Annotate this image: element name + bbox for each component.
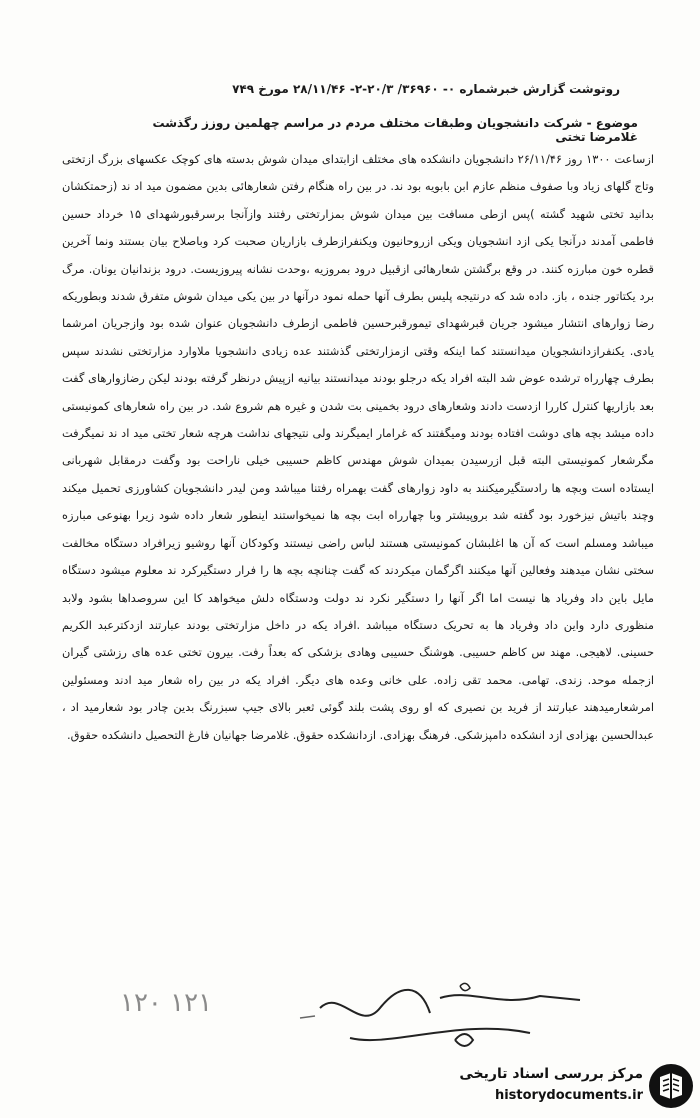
archive-watermark: [459, 1062, 695, 1114]
faded-number-annotation: ۱۲۰ ۱۲۱: [120, 988, 213, 1018]
handwritten-signature: [280, 978, 610, 1058]
archive-title: مرکز بررسی اسناد تاریخی: [459, 1066, 643, 1082]
report-body: [62, 146, 654, 749]
archive-logo-icon: [647, 1062, 695, 1110]
report-paragraph: ازساعت ۱۳۰۰ روز ۲۶/۱۱/۴۶ دانشجویان دانشکده های مختلف ازابتدای میدان شوش بدسته های کوچک عکسهای بزرگ ازتختی وتاج گلهای زیاد وبا صفوف منظم عازم ابن بابویه بود ند. در بین راه هنگام رفتن شعارهائی بدین مضمون مید اد ند (زحمتکشان بدانید تختی شهید گشته )پس ازطی مسافت بین میدان شوش بمزارتختی رفتند وازآنجا برسرقبورشهدای ۱۵ خرداد حسین فاطمی آمدند درآنجا یکی ازد انشجویان ویکی ازروحانیون ویکنفرازطرف بازاریان صحبت کرد وباصلاح بیان بستند ونما آخرین قطره خون مبارزه کنند. در وقع برگشتن شعارهائی ازقبیل درود بمروزیه ،وحدت نشانه پیروزیست. درود بزندانیان یونان. مرگ برد یکتاتور جنده ، باز. داده شد که درنتیجه پلیس بطرف آنها حمله نمود درآنها در بین یکی میدان شوش متفرق شدند وبطوریکه رضا زوارهای انتشار میشود جریان قبرشهدای تیمورقبرحسین فاطمی ازطرف دانشجویان عنوان شده بود وازجریان امرشما یادی. یکنفرازدانشجویان میدانستند کما اینکه وقتی ازمزارتختی گذشتند عده زیادی دانشجویا ملاوارد مزارتختی نشدند سپس بطرف چهارراه ترشده عوض شد البته افراد یکه درجلو بودند میدانستند بیانیه ازپیش درنظر گرفته بودند لیکن رضازوارهای گفت بعد بازاریها کنترل کاررا ازدست دادند وشعارهای درود بخمینی بت شدن و غیره هم شروع شد. در بین راه شعارهای کمونیستی داده میشد بچه های دوشت افتاده بودند ومیگفتند که غرامار ایمیگرند ولی نتیجهای نداشت هرچه شعار تختی مید اد ند نمیگرفت مگرشعار کمونیستی البته قبل ازرسیدن بمیدان شوش مهندس کاظم حسیبی خیلی ناراحت بود وگفت درمقابل شهربانی ایستاده است وبچه ها رادستگیرمیکنند به داود زوارهای گفت بهمراه رفتنا میباشد ومن لیدر دانشجویان کشاورزی تحمیل میکند وچند باتیش نیزخورد بود گفته شد بروپیشتر وبا چهارراه ابت بچه ها نمیخواستند اینطور شعار داده شود زیرا بهنوعی مبارزه میباشد ومسلم است که آن ها اغلبشان کمونیستی هستند لباس راضی نیستند وکودکان آنها روشیو زیرافراد دستگاه مخالفت سختی نشان میدهند وفعالین آنها میکنند اگرگمان میکردند که گفت چنانچه بچه ها را فرار دستگیرکرد ند معلوم میشود دستگاه مایل باین داد وفریاد ها نیست اما اگر آنها را دستگیر نکرد ند دولت ودستگاه دلش میخواهد کا این سروصداها بشود ولابد منظوری دارد واین داد وفریاد ها به تحریک دستگاه میباشد .افراد یکه در داخل مزارتختی بودند عبارتند ازدکترعبد الکریم حسینی. لاهیجی. مهند س کاظم حسیبی. هوشنگ حسیبی وهادی بزشکی که بعداً رفت. بیرون تختی عده های رزشتی گیران ازجمله موحد. زندی. تهامی. محمد تقی زاده. علی خانی وعده های دیگر. افراد یکه در بین راه شعار مید ادند ومسئولین امرشعارمیدهند عبارتند از فرید بن نصیری که او روی پشت بلند گوئی ثعبر بالای جیپ سبزرنگ بدین چادر بود شعارمید اد ، عبدالحسین بهزادی ازد انشکده دامپزشکی. فرهنگ بهزادی. ازدانشکده حقوق. غلامرضا جهانیان فارغ التحصیل دانشکده حقوق.: [62, 152, 654, 742]
report-header: روتوشت گزارش خبرشماره ۰- ۳۶۹۶۰/ ۲۰/۳-۲- ۲۸/۱۱/۴۶ مورخ ۷۴۹: [232, 82, 620, 96]
archive-url: historydocuments.ir: [494, 1088, 643, 1103]
report-subject: موضوع - شرکت دانشجویان وطبقات مختلف مردم در مراسم چهلمین روزز رگذشت غلامرضا تختی: [152, 116, 638, 144]
